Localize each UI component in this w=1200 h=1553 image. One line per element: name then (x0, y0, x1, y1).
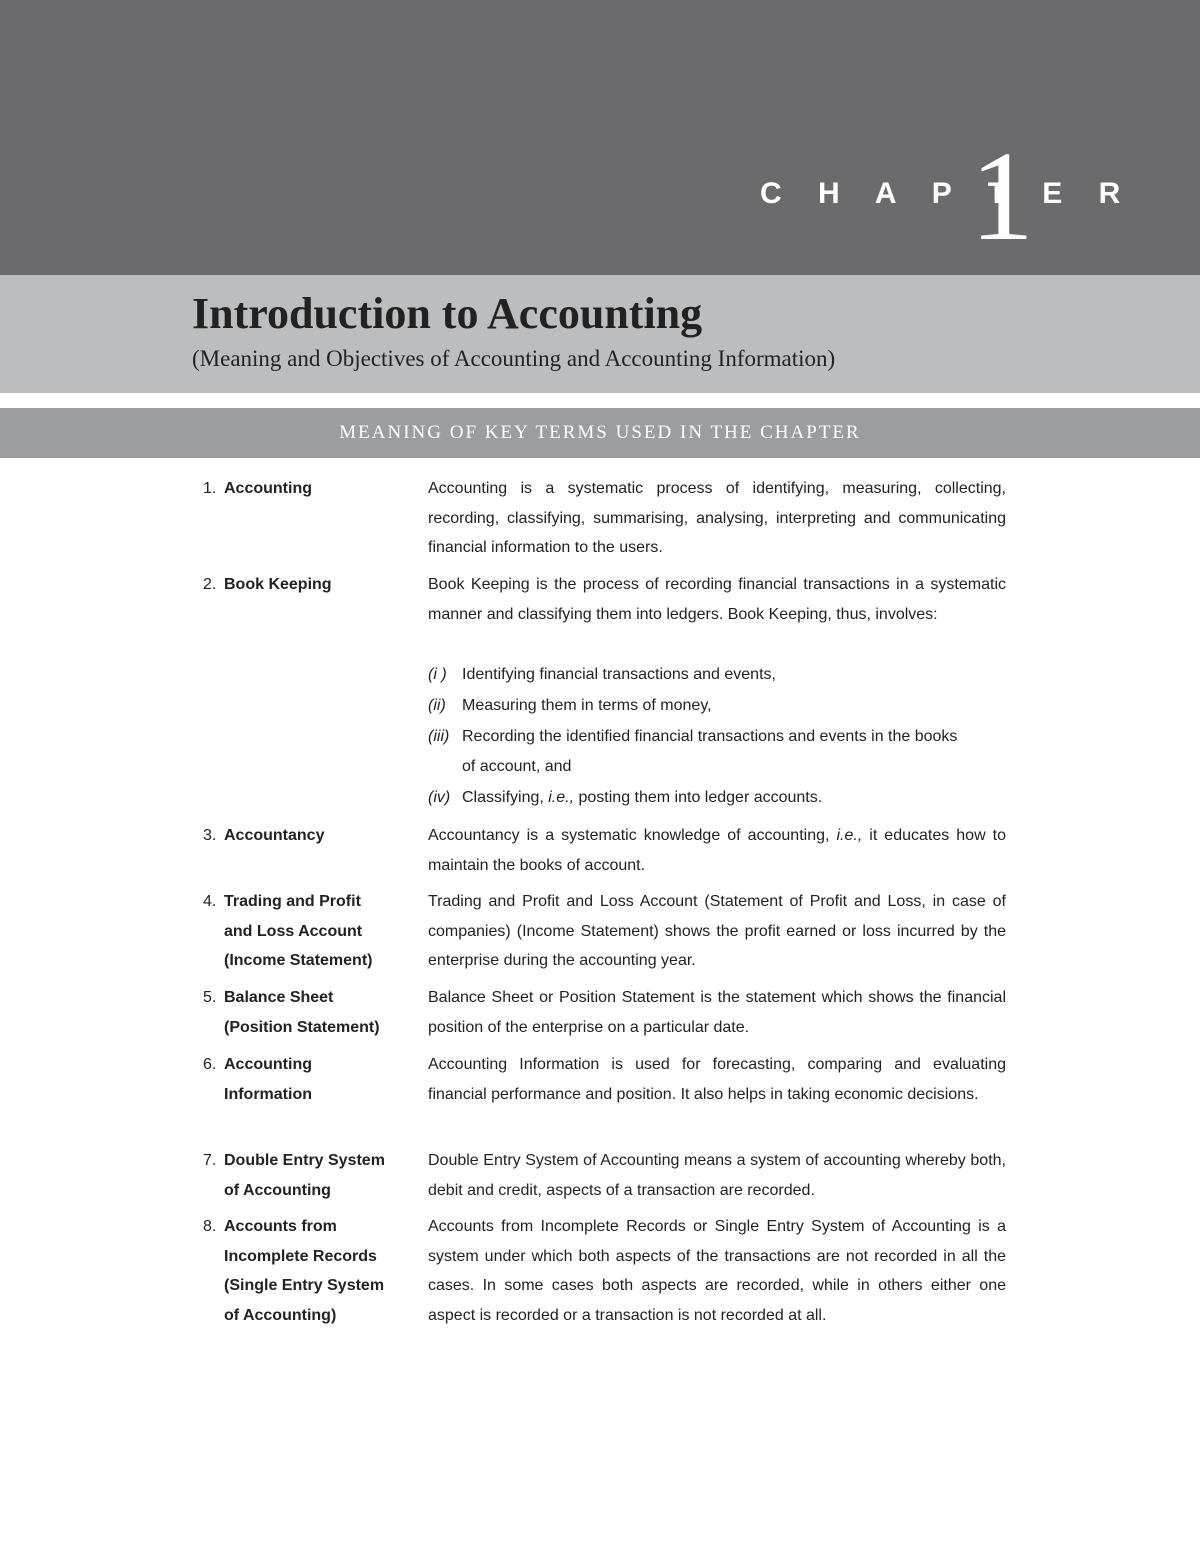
term-name (224, 983, 414, 1042)
term-name (224, 887, 414, 976)
term-definition: Trading and Profit and Loss Account (Statement of Profit and Loss, in case of companies) (Income Statement) shows the profit earned or loss incurred by the enterprise during the accounting year. (428, 893, 1006, 969)
term-number: 3. (203, 827, 217, 844)
chapter-label: C H A P T E R (760, 177, 1135, 210)
term-name: Book Keeping (224, 576, 332, 593)
term-name-line: Trading and Profit (224, 893, 361, 910)
term-definition: Accounting Information is used for forecasting, comparing and evaluating financial performance and position. It also helps in taking economic decisions. (428, 1056, 1006, 1103)
term-name-line: Accounts from (224, 1218, 337, 1235)
term-definition: Accounts from Incomplete Records or Single Entry System of Accounting is a system under which both aspects of the transactions are not recorded in all the cases. In some cases both aspects are recorded, while in others either one aspect is recorded or a transaction is not recorded at all. (428, 1218, 1006, 1324)
roman-numeral: (iii) (428, 728, 450, 745)
term-name-line: of Accounting) (224, 1306, 337, 1324)
term-name-line: (Position Statement) (224, 1018, 380, 1036)
definition-text: it educates how to maintain the books of account. (428, 827, 1006, 874)
term-name-line: and Loss Account (224, 922, 363, 940)
sub-item-text: Recording the identified financial transactions and events in the books (462, 728, 958, 745)
term-name (224, 1050, 414, 1109)
sub-list-item (428, 660, 1006, 690)
term-number: 7. (203, 1152, 217, 1169)
term-number: 5. (203, 989, 217, 1006)
roman-numeral: (i ) (428, 666, 447, 683)
term-name-line: Information (224, 1085, 312, 1103)
term-definition: Book Keeping is the process of recording financial transactions in a systematic manner and classifying them into ledgers. Book Keeping, thus, involves: (428, 576, 1006, 623)
sub-item-text: of account, and (462, 758, 572, 775)
term-name-line: of Accounting (224, 1181, 331, 1199)
term-number: 2. (203, 576, 217, 593)
sub-item-text: Measuring them in terms of money, (462, 697, 712, 714)
term-number: 6. (203, 1056, 217, 1073)
term-definition: Balance Sheet or Position Statement is the statement which shows the financial position of the enterprise on a particular date. (428, 989, 1006, 1036)
term-definition: Accounting is a systematic process of identifying, measuring, collecting, recording, classifying, summarising, analysing, interpreting and communicating financial information to the users. (428, 480, 1006, 556)
term-name-line: Accounting (224, 1056, 312, 1073)
term-name-line: (Income Statement) (224, 952, 373, 969)
sub-item-text: Identifying financial transactions and events, (462, 666, 776, 683)
definition-text: Accountancy is a systematic knowledge of accounting, (428, 827, 837, 844)
key-terms-heading-band (0, 408, 1200, 458)
roman-numeral: (ii) (428, 697, 446, 714)
term-name-line: Balance Sheet (224, 989, 334, 1006)
sub-list-item (428, 783, 1006, 813)
term-definition (428, 821, 1006, 880)
term-name-line: Double Entry System (224, 1152, 385, 1169)
term-name (224, 1146, 414, 1205)
term-name: Accounting (224, 480, 312, 497)
term-name-line: (Single Entry System (224, 1277, 385, 1294)
key-terms-heading: MEANING OF KEY TERMS USED IN THE CHAPTER (339, 422, 861, 443)
sub-list-item (428, 691, 1006, 721)
term-name: Accountancy (224, 827, 325, 844)
term-number: 8. (203, 1218, 217, 1235)
term-name-line: Incomplete Records (224, 1247, 377, 1265)
chapter-title: Introduction to Accounting (192, 289, 703, 338)
term-definition: Double Entry System of Accounting means a system of accounting whereby both, debit and credit, aspects of a transaction are recorded. (428, 1152, 1006, 1199)
term-number: 1. (203, 480, 217, 497)
sub-list-item-continuation (428, 752, 1006, 782)
term-number: 4. (203, 893, 217, 910)
sub-item-text: posting them into ledger accounts. (574, 789, 823, 806)
roman-numeral: (iv) (428, 789, 451, 806)
sub-item-text: Classifying, (462, 789, 549, 806)
sub-list-item (428, 722, 1006, 752)
sub-item-italic: i.e., (548, 789, 575, 806)
chapter-number: 1 (970, 125, 1034, 267)
definition-italic: i.e., (836, 827, 863, 844)
chapter-subtitle: (Meaning and Objectives of Accounting and Accounting Information) (192, 346, 836, 371)
term-name (224, 1212, 414, 1330)
